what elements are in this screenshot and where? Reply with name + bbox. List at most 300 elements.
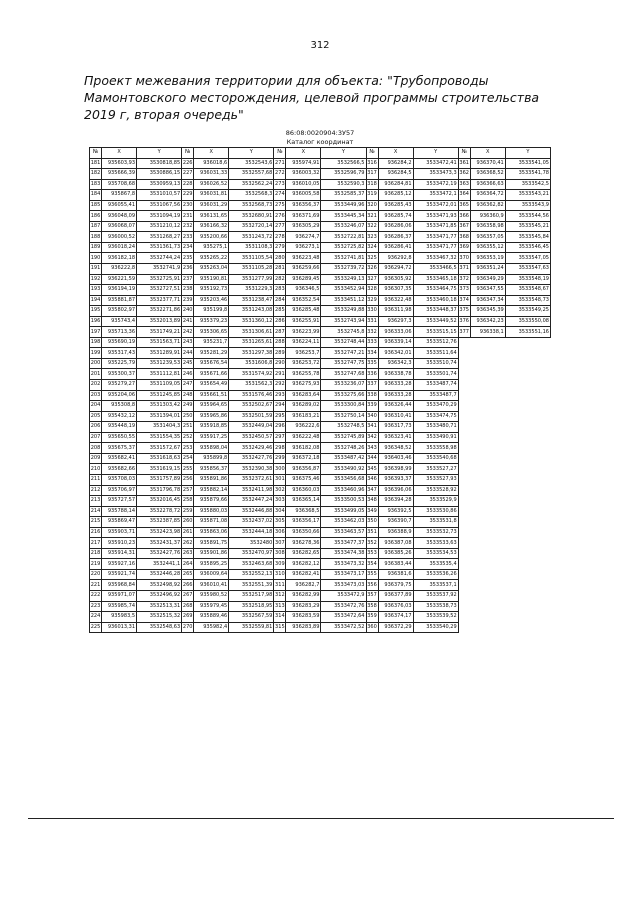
y-coordinate-cell: 3531361,73: [137, 242, 182, 253]
x-coordinate-cell: 935190,81: [194, 274, 229, 285]
empty-cell: [505, 401, 550, 412]
table-row: [90, 242, 551, 253]
y-coordinate-cell: 3533473,3: [413, 169, 458, 180]
empty-cell: [470, 348, 505, 359]
x-coordinate-cell: 935661,51: [194, 390, 229, 401]
x-coordinate-cell: 936371,69: [286, 211, 321, 222]
y-coordinate-cell: 3531229,3: [229, 285, 274, 296]
x-coordinate-cell: 936224,11: [286, 337, 321, 348]
point-number-cell: 193: [90, 285, 102, 296]
x-coordinate-cell: 936259,66: [286, 264, 321, 275]
point-number-cell: 295: [274, 411, 286, 422]
x-coordinate-cell: 936358,98: [470, 221, 505, 232]
point-number-cell: 284: [274, 295, 286, 306]
y-coordinate-cell: 3532372,61: [229, 474, 274, 485]
point-number-cell: 285: [274, 306, 286, 317]
x-coordinate-cell: 936222,8: [102, 264, 137, 275]
point-number-cell: 224: [90, 612, 102, 623]
point-number-cell: 315: [274, 622, 286, 633]
empty-cell: [470, 612, 505, 623]
empty-cell: [505, 538, 550, 549]
y-coordinate-cell: 3531576,46: [229, 390, 274, 401]
y-coordinate-cell: 3532596,79: [321, 169, 366, 180]
y-coordinate-cell: 3533541,78: [505, 169, 550, 180]
point-number-cell: 337: [366, 380, 378, 391]
y-coordinate-cell: 3532480: [229, 538, 274, 549]
y-coordinate-cell: 3533473,17: [321, 569, 366, 580]
empty-cell: [470, 569, 505, 580]
x-coordinate-cell: 936388,9: [378, 527, 413, 538]
x-coordinate-cell: 936285,43: [378, 200, 413, 211]
point-number-cell: 229: [182, 190, 194, 201]
point-number-cell: 297: [274, 432, 286, 443]
y-coordinate-cell: 3532013,89: [137, 316, 182, 327]
point-number-cell: 368: [458, 232, 470, 243]
y-coordinate-cell: 3533472,1: [413, 190, 458, 201]
x-coordinate-cell: 936394,28: [378, 496, 413, 507]
point-number-cell: 287: [274, 327, 286, 338]
x-coordinate-cell: 936339,14: [378, 337, 413, 348]
point-number-cell: 338: [366, 390, 378, 401]
table-row: [90, 358, 551, 369]
empty-cell: [470, 548, 505, 559]
point-number-cell: 356: [366, 580, 378, 591]
y-coordinate-cell: 3532501,59: [229, 411, 274, 422]
y-coordinate-cell: 3533451,12: [321, 295, 366, 306]
y-coordinate-cell: 3533472,52: [321, 622, 366, 633]
point-number-cell: 248: [182, 390, 194, 401]
empty-cell: [470, 390, 505, 401]
x-coordinate-cell: 935802,97: [102, 306, 137, 317]
y-coordinate-cell: 3533471,77: [413, 232, 458, 243]
y-coordinate-cell: 3531749,21: [137, 327, 182, 338]
x-coordinate-cell: 936026,52: [194, 179, 229, 190]
x-coordinate-cell: 935964,65: [194, 401, 229, 412]
point-number-cell: 357: [366, 590, 378, 601]
y-coordinate-cell: 3533464,75: [413, 285, 458, 296]
x-coordinate-cell: 935263,04: [194, 264, 229, 275]
point-number-cell: 233: [182, 232, 194, 243]
y-coordinate-cell: 3533547,63: [505, 264, 550, 275]
table-row: [90, 179, 551, 190]
point-number-cell: 221: [90, 580, 102, 591]
point-number-cell: 256: [182, 474, 194, 485]
empty-cell: [458, 580, 470, 591]
x-coordinate-cell: 935265,22: [194, 253, 229, 264]
empty-cell: [458, 348, 470, 359]
point-number-cell: 185: [90, 200, 102, 211]
point-number-cell: 239: [182, 295, 194, 306]
y-coordinate-cell: 3531210,12: [137, 221, 182, 232]
y-coordinate-cell: 3531563,71: [137, 337, 182, 348]
x-coordinate-cell: 936221,59: [102, 274, 137, 285]
table-row: [90, 411, 551, 422]
point-number-cell: 307: [274, 538, 286, 549]
y-coordinate-cell: 3533472,19: [413, 179, 458, 190]
x-coordinate-cell: 936273,1: [286, 242, 321, 253]
y-coordinate-cell: 3533535,4: [413, 559, 458, 570]
y-coordinate-cell: 3533548,67: [505, 285, 550, 296]
x-coordinate-cell: 935281,29: [194, 348, 229, 359]
x-coordinate-cell: 936372,18: [286, 453, 321, 464]
table-header-row: [90, 148, 551, 159]
point-number-cell: 362: [458, 169, 470, 180]
empty-cell: [470, 422, 505, 433]
point-number-cell: 182: [90, 169, 102, 180]
point-number-cell: 251: [182, 422, 194, 433]
point-number-cell: 226: [182, 158, 194, 169]
y-coordinate-cell: 3532720,14: [229, 221, 274, 232]
point-number-cell: 311: [274, 580, 286, 591]
y-coordinate-cell: 3533473,32: [321, 559, 366, 570]
x-coordinate-cell: 936376,03: [378, 601, 413, 612]
table-row: [90, 527, 551, 538]
point-number-cell: 255: [182, 464, 194, 475]
x-coordinate-cell: 936285,48: [286, 306, 321, 317]
table-row: [90, 232, 551, 243]
table-row: [90, 622, 551, 633]
y-coordinate-cell: 3531297,38: [229, 348, 274, 359]
x-coordinate-cell: 936223,99: [286, 327, 321, 338]
empty-cell: [470, 527, 505, 538]
x-coordinate-cell: 936222,6: [286, 422, 321, 433]
point-number-cell: 353: [366, 548, 378, 559]
point-number-cell: 220: [90, 569, 102, 580]
point-number-cell: 298: [274, 443, 286, 454]
y-coordinate-cell: 3533511,64: [413, 348, 458, 359]
y-coordinate-cell: 3533545,21: [505, 221, 550, 232]
point-number-cell: 289: [274, 348, 286, 359]
x-coordinate-cell: 935603,93: [102, 158, 137, 169]
empty-cell: [458, 538, 470, 549]
x-coordinate-cell: 935982,4: [194, 622, 229, 633]
x-coordinate-cell: 936013,31: [102, 622, 137, 633]
column-header-number: №: [458, 148, 470, 159]
y-coordinate-cell: 3533548,19: [505, 274, 550, 285]
point-number-cell: 264: [182, 559, 194, 570]
x-coordinate-cell: 936326,44: [378, 401, 413, 412]
y-coordinate-cell: 3532725,82: [321, 242, 366, 253]
y-coordinate-cell: 3532502,67: [229, 401, 274, 412]
point-number-cell: 317: [366, 169, 378, 180]
x-coordinate-cell: 936338,78: [378, 369, 413, 380]
x-coordinate-cell: 936031,81: [194, 190, 229, 201]
x-coordinate-cell: 936347,34: [470, 295, 505, 306]
point-number-cell: 241: [182, 316, 194, 327]
y-coordinate-cell: 3532390,38: [229, 464, 274, 475]
x-coordinate-cell: 936009,64: [194, 569, 229, 580]
x-coordinate-cell: 936286,06: [378, 221, 413, 232]
empty-cell: [470, 432, 505, 443]
x-coordinate-cell: 936381,6: [378, 569, 413, 580]
point-number-cell: 236: [182, 264, 194, 275]
y-coordinate-cell: 3531277,99: [229, 274, 274, 285]
x-coordinate-cell: 936182,18: [102, 253, 137, 264]
empty-cell: [458, 464, 470, 475]
y-coordinate-cell: 3531619,15: [137, 464, 182, 475]
y-coordinate-cell: 3531245,85: [137, 390, 182, 401]
empty-cell: [458, 337, 470, 348]
x-coordinate-cell: 935856,37: [194, 464, 229, 475]
x-coordinate-cell: 936283,64: [286, 390, 321, 401]
empty-cell: [458, 422, 470, 433]
y-coordinate-cell: 3532518,95: [229, 601, 274, 612]
point-number-cell: 345: [366, 464, 378, 475]
y-coordinate-cell: 3532727,51: [137, 285, 182, 296]
empty-cell: [505, 358, 550, 369]
point-number-cell: 246: [182, 369, 194, 380]
x-coordinate-cell: 936031,33: [194, 169, 229, 180]
y-coordinate-cell: 3532271,86: [137, 306, 182, 317]
point-number-cell: 269: [182, 612, 194, 623]
x-coordinate-cell: 936364,72: [470, 190, 505, 201]
point-number-cell: 336: [366, 369, 378, 380]
x-coordinate-cell: 936342,01: [378, 348, 413, 359]
y-coordinate-cell: 3533531,8: [413, 517, 458, 528]
point-number-cell: 365: [458, 200, 470, 211]
point-number-cell: 322: [366, 221, 378, 232]
y-coordinate-cell: 3533472,01: [413, 200, 458, 211]
y-coordinate-cell: 3532441,1: [137, 559, 182, 570]
x-coordinate-cell: 936166,32: [194, 221, 229, 232]
y-coordinate-cell: 3533528,92: [413, 485, 458, 496]
point-number-cell: 339: [366, 401, 378, 412]
empty-cell: [470, 369, 505, 380]
y-coordinate-cell: 3532517,98: [229, 590, 274, 601]
empty-cell: [470, 590, 505, 601]
point-number-cell: 250: [182, 411, 194, 422]
x-coordinate-cell: 936274,7: [286, 232, 321, 243]
y-coordinate-cell: 3532725,91: [137, 274, 182, 285]
y-coordinate-cell: 3532548,63: [137, 622, 182, 633]
point-number-cell: 275: [274, 200, 286, 211]
point-number-cell: 358: [366, 601, 378, 612]
point-number-cell: 273: [274, 179, 286, 190]
y-coordinate-cell: 3532427,76: [229, 453, 274, 464]
y-coordinate-cell: 3533540,68: [413, 453, 458, 464]
empty-cell: [505, 453, 550, 464]
empty-cell: [458, 474, 470, 485]
table-row: [90, 559, 551, 570]
point-number-cell: 199: [90, 348, 102, 359]
point-number-cell: 190: [90, 253, 102, 264]
point-number-cell: 244: [182, 348, 194, 359]
point-number-cell: 243: [182, 337, 194, 348]
point-number-cell: 272: [274, 169, 286, 180]
point-number-cell: 367: [458, 221, 470, 232]
x-coordinate-cell: 936055,41: [102, 200, 137, 211]
empty-cell: [470, 337, 505, 348]
point-number-cell: 208: [90, 443, 102, 454]
table-row: [90, 190, 551, 201]
y-coordinate-cell: 3532562,24: [229, 179, 274, 190]
empty-cell: [505, 432, 550, 443]
x-coordinate-cell: 935203,46: [194, 295, 229, 306]
y-coordinate-cell: 3533463,57: [321, 527, 366, 538]
point-number-cell: 290: [274, 358, 286, 369]
x-coordinate-cell: 936284,5: [378, 169, 413, 180]
empty-cell: [470, 464, 505, 475]
x-coordinate-cell: 936018,6: [194, 158, 229, 169]
empty-cell: [458, 390, 470, 401]
y-coordinate-cell: 3533452,94: [321, 285, 366, 296]
point-number-cell: 323: [366, 232, 378, 243]
table-row: [90, 169, 551, 180]
empty-cell: [505, 464, 550, 475]
empty-cell: [458, 506, 470, 517]
empty-cell: [505, 569, 550, 580]
x-coordinate-cell: 936223,48: [286, 253, 321, 264]
y-coordinate-cell: 3533545,84: [505, 232, 550, 243]
y-coordinate-cell: 3533487,74: [413, 380, 458, 391]
table-row: [90, 496, 551, 507]
x-coordinate-cell: 936403,46: [378, 453, 413, 464]
y-coordinate-cell: 3533512,76: [413, 337, 458, 348]
column-header-x: X: [470, 148, 505, 159]
y-coordinate-cell: 3531239,53: [137, 358, 182, 369]
x-coordinate-cell: 935880,03: [194, 506, 229, 517]
point-number-cell: 283: [274, 285, 286, 296]
x-coordinate-cell: 936366,63: [470, 179, 505, 190]
y-coordinate-cell: 3533470,29: [413, 401, 458, 412]
x-coordinate-cell: 936322,48: [378, 295, 413, 306]
x-coordinate-cell: 936286,37: [378, 232, 413, 243]
x-coordinate-cell: 936323,41: [378, 432, 413, 443]
y-coordinate-cell: 3533456,68: [321, 474, 366, 485]
empty-cell: [505, 496, 550, 507]
y-coordinate-cell: 3533449,96: [321, 200, 366, 211]
empty-cell: [458, 453, 470, 464]
x-coordinate-cell: 936362,82: [470, 200, 505, 211]
x-coordinate-cell: 936333,06: [378, 327, 413, 338]
x-coordinate-cell: 935882,14: [194, 485, 229, 496]
x-coordinate-cell: 935901,86: [194, 548, 229, 559]
empty-cell: [470, 401, 505, 412]
x-coordinate-cell: 936355,12: [470, 242, 505, 253]
y-coordinate-cell: 3533472,64: [321, 612, 366, 623]
table-row: [90, 221, 551, 232]
x-coordinate-cell: 935903,71: [102, 527, 137, 538]
x-coordinate-cell: 936348,52: [378, 443, 413, 454]
point-number-cell: 266: [182, 580, 194, 591]
point-number-cell: 316: [366, 158, 378, 169]
point-number-cell: 299: [274, 453, 286, 464]
x-coordinate-cell: 936018,24: [102, 242, 137, 253]
x-coordinate-cell: 935713,36: [102, 327, 137, 338]
y-coordinate-cell: 3532741,9: [137, 264, 182, 275]
point-number-cell: 346: [366, 474, 378, 485]
point-number-cell: 270: [182, 622, 194, 633]
table-row: [90, 580, 551, 591]
point-number-cell: 206: [90, 422, 102, 433]
empty-cell: [470, 538, 505, 549]
x-coordinate-cell: 936282,7: [286, 580, 321, 591]
x-coordinate-cell: 936283,29: [286, 601, 321, 612]
x-coordinate-cell: 935682,41: [102, 453, 137, 464]
table-row: [90, 569, 551, 580]
point-number-cell: 293: [274, 390, 286, 401]
table-row: [90, 264, 551, 275]
y-coordinate-cell: 3533549,25: [505, 306, 550, 317]
y-coordinate-cell: 3533471,93: [413, 211, 458, 222]
y-coordinate-cell: 3531303,42: [137, 401, 182, 412]
x-coordinate-cell: 935891,75: [194, 538, 229, 549]
point-number-cell: 373: [458, 285, 470, 296]
y-coordinate-cell: 3532744,24: [137, 253, 182, 264]
y-coordinate-cell: 3532748,5: [321, 422, 366, 433]
point-number-cell: 340: [366, 411, 378, 422]
y-coordinate-cell: 3531265,61: [229, 337, 274, 348]
point-number-cell: 276: [274, 211, 286, 222]
point-number-cell: 209: [90, 453, 102, 464]
y-coordinate-cell: 3531108,3: [229, 242, 274, 253]
x-coordinate-cell: 936392,5: [378, 506, 413, 517]
empty-cell: [458, 496, 470, 507]
point-number-cell: 230: [182, 200, 194, 211]
y-coordinate-cell: 3532431,37: [137, 538, 182, 549]
x-coordinate-cell: 935867,8: [102, 190, 137, 201]
x-coordinate-cell: 936284,2: [378, 158, 413, 169]
point-number-cell: 191: [90, 264, 102, 275]
y-coordinate-cell: 3532567,59: [229, 612, 274, 623]
point-number-cell: 329: [366, 295, 378, 306]
table-row: [90, 517, 551, 528]
column-header-y: Y: [505, 148, 550, 159]
x-coordinate-cell: 936353,19: [470, 253, 505, 264]
y-coordinate-cell: 3533490,91: [413, 432, 458, 443]
y-coordinate-cell: 3532743,94: [321, 316, 366, 327]
empty-cell: [505, 527, 550, 538]
y-coordinate-cell: 3532568,3: [229, 190, 274, 201]
y-coordinate-cell: 3533472,9: [321, 590, 366, 601]
column-header-x: X: [102, 148, 137, 159]
point-number-cell: 257: [182, 485, 194, 496]
point-number-cell: 181: [90, 158, 102, 169]
point-number-cell: 227: [182, 169, 194, 180]
table-row: [90, 548, 551, 559]
point-number-cell: 333: [366, 337, 378, 348]
point-number-cell: 325: [366, 253, 378, 264]
x-coordinate-cell: 936182,08: [286, 443, 321, 454]
y-coordinate-cell: 3531618,63: [137, 453, 182, 464]
x-coordinate-cell: 936365,14: [286, 496, 321, 507]
point-number-cell: 366: [458, 211, 470, 222]
point-number-cell: 288: [274, 337, 286, 348]
point-number-cell: 374: [458, 295, 470, 306]
point-number-cell: 242: [182, 327, 194, 338]
point-number-cell: 364: [458, 190, 470, 201]
empty-cell: [458, 548, 470, 559]
point-number-cell: 271: [274, 158, 286, 169]
x-coordinate-cell: 935300,37: [102, 369, 137, 380]
point-number-cell: 305: [274, 517, 286, 528]
y-coordinate-cell: 3531067,56: [137, 200, 182, 211]
point-number-cell: 372: [458, 274, 470, 285]
point-number-cell: 194: [90, 295, 102, 306]
y-coordinate-cell: 3530959,13: [137, 179, 182, 190]
point-number-cell: 254: [182, 453, 194, 464]
y-coordinate-cell: 3532747,68: [321, 369, 366, 380]
empty-cell: [458, 401, 470, 412]
x-coordinate-cell: 936003,32: [286, 169, 321, 180]
x-coordinate-cell: 935895,25: [194, 559, 229, 570]
table-row: [90, 474, 551, 485]
x-coordinate-cell: 935727,57: [102, 496, 137, 507]
x-coordinate-cell: 936356,87: [286, 464, 321, 475]
table-row: [90, 316, 551, 327]
x-coordinate-cell: 936283,89: [286, 622, 321, 633]
x-coordinate-cell: 936398,99: [378, 464, 413, 475]
